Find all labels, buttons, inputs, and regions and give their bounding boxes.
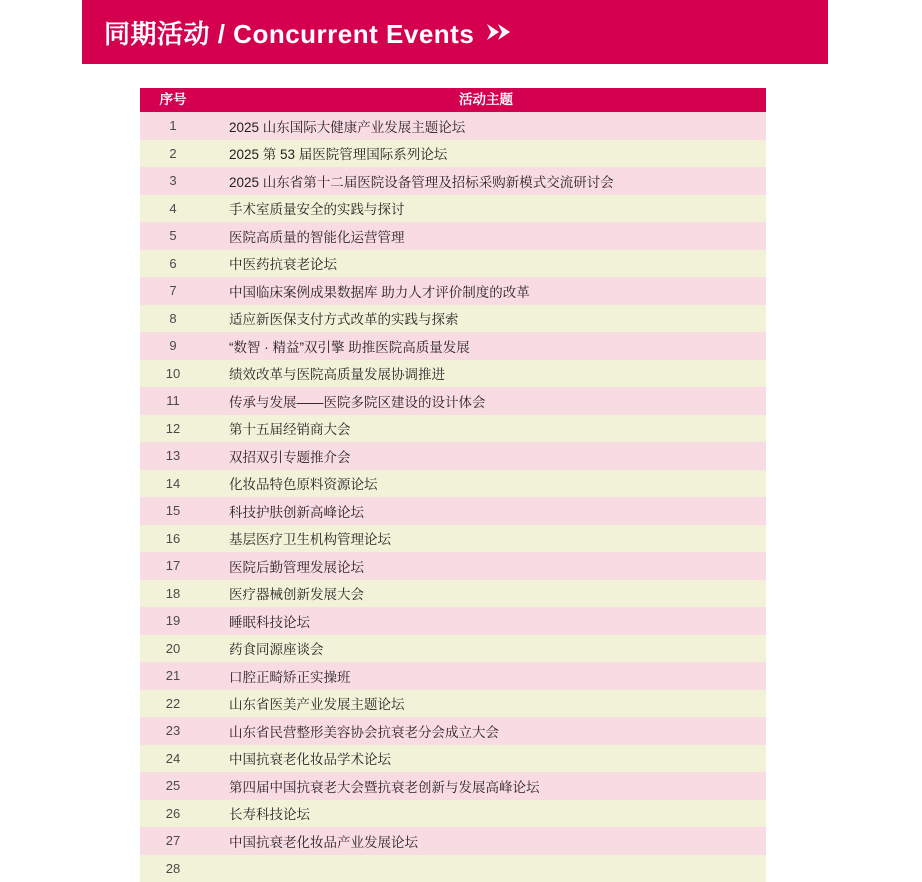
table-row [140, 607, 766, 635]
cell-no: 19 [140, 607, 206, 635]
cell-no: 26 [140, 800, 206, 828]
cell-topic: “数智 · 精益”双引擎 助推医院高质量发展 [206, 332, 766, 360]
cell-no: 16 [140, 525, 206, 553]
cell-topic: 长寿科技论坛 [206, 800, 766, 828]
cell-no: 17 [140, 552, 206, 580]
table-row [140, 525, 766, 553]
table-row [140, 662, 766, 690]
cell-no: 1 [140, 112, 206, 140]
table-row [140, 250, 766, 278]
cell-topic: 医院高质量的智能化运营管理 [206, 222, 766, 250]
cell-no: 3 [140, 167, 206, 195]
cell-no: 4 [140, 195, 206, 223]
column-header-topic: 活动主题 [206, 88, 766, 112]
cell-no: 15 [140, 497, 206, 525]
table-row [140, 470, 766, 498]
cell-no: 12 [140, 415, 206, 443]
cell-no: 13 [140, 442, 206, 470]
table-row [140, 800, 766, 828]
table-row [140, 772, 766, 800]
page-title: 同期活动 / Concurrent Events [104, 14, 474, 51]
cell-no: 10 [140, 360, 206, 388]
concurrent-events-table-wrapper [140, 88, 766, 882]
cell-topic: 2025 山东国际大健康产业发展主题论坛 [206, 112, 766, 140]
cell-topic: 第四届中国抗衰老大会暨抗衰老创新与发展高峰论坛 [206, 772, 766, 800]
cell-topic: 适应新医保支付方式改革的实践与探索 [206, 305, 766, 333]
table-row [140, 855, 766, 882]
cell-no: 24 [140, 745, 206, 773]
cell-no: 22 [140, 690, 206, 718]
cell-topic: 口腔正畸矫正实操班 [206, 662, 766, 690]
cell-no: 20 [140, 635, 206, 663]
cell-no: 2 [140, 140, 206, 168]
cell-no: 25 [140, 772, 206, 800]
cell-topic: 山东省民营整形美容协会抗衰老分会成立大会 [206, 717, 766, 745]
cell-no: 23 [140, 717, 206, 745]
cell-no: 7 [140, 277, 206, 305]
cell-topic: 睡眠科技论坛 [206, 607, 766, 635]
cell-topic: 中国抗衰老化妆品学术论坛 [206, 745, 766, 773]
table-row [140, 580, 766, 608]
cell-topic: 2025 山东省第十二届医院设备管理及招标采购新模式交流研讨会 [206, 167, 766, 195]
cell-topic: 化妆品特色原料资源论坛 [206, 470, 766, 498]
table-row [140, 745, 766, 773]
cell-no: 5 [140, 222, 206, 250]
cell-topic: 2025 第 53 届医院管理国际系列论坛 [206, 140, 766, 168]
cell-no: 6 [140, 250, 206, 278]
table-row [140, 635, 766, 663]
double-chevron-right-icon [486, 21, 516, 43]
table-row [140, 305, 766, 333]
cell-topic: 绩效改革与医院高质量发展协调推进 [206, 360, 766, 388]
table-row [140, 552, 766, 580]
table-row [140, 112, 766, 140]
cell-topic: 医疗器械创新发展大会 [206, 580, 766, 608]
cell-no: 27 [140, 827, 206, 855]
cell-topic: 传承与发展——医院多院区建设的设计体会 [206, 387, 766, 415]
column-header-no: 序号 [140, 88, 206, 112]
table-row [140, 415, 766, 443]
table-row [140, 167, 766, 195]
table-row [140, 195, 766, 223]
cell-topic: 中国临床案例成果数据库 助力人才评价制度的改革 [206, 277, 766, 305]
table-body [140, 112, 766, 882]
table-row [140, 360, 766, 388]
table-row [140, 442, 766, 470]
cell-topic: 山东省医美产业发展主题论坛 [206, 690, 766, 718]
cell-no: 28 [140, 855, 206, 882]
concurrent-events-table [140, 88, 766, 882]
page-header-banner [82, 0, 828, 64]
table-row [140, 222, 766, 250]
cell-topic: 第十五届经销商大会 [206, 415, 766, 443]
table-row [140, 497, 766, 525]
cell-no: 21 [140, 662, 206, 690]
cell-topic: 中医药抗衰老论坛 [206, 250, 766, 278]
cell-topic [206, 855, 766, 882]
cell-topic: 科技护肤创新高峰论坛 [206, 497, 766, 525]
cell-no: 14 [140, 470, 206, 498]
cell-topic: 药食同源座谈会 [206, 635, 766, 663]
table-header [140, 88, 766, 112]
cell-no: 18 [140, 580, 206, 608]
table-row [140, 717, 766, 745]
cell-no: 11 [140, 387, 206, 415]
cell-topic: 手术室质量安全的实践与探讨 [206, 195, 766, 223]
table-row [140, 690, 766, 718]
table-row [140, 140, 766, 168]
table-row [140, 387, 766, 415]
cell-topic: 中国抗衰老化妆品产业发展论坛 [206, 827, 766, 855]
table-row [140, 332, 766, 360]
cell-topic: 医院后勤管理发展论坛 [206, 552, 766, 580]
cell-topic: 基层医疗卫生机构管理论坛 [206, 525, 766, 553]
table-row [140, 277, 766, 305]
cell-topic: 双招双引专题推介会 [206, 442, 766, 470]
table-row [140, 827, 766, 855]
cell-no: 8 [140, 305, 206, 333]
cell-no: 9 [140, 332, 206, 360]
table-header-row [140, 88, 766, 112]
